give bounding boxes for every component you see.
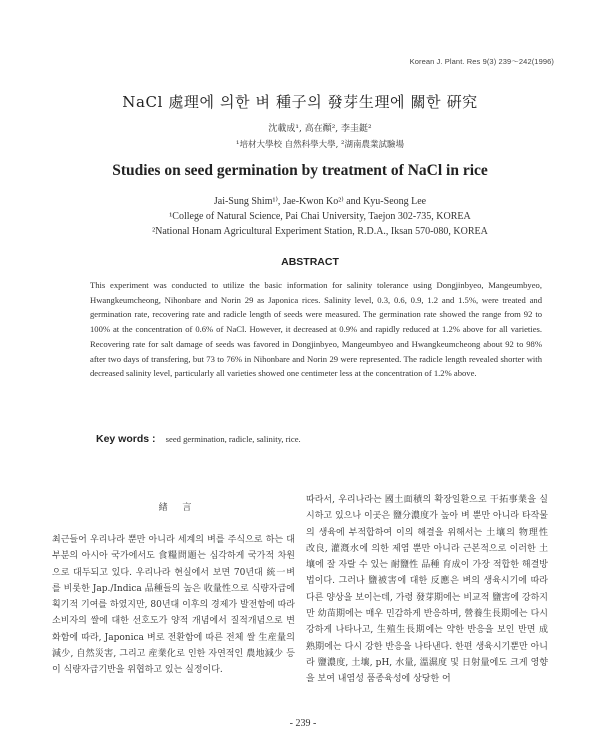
introduction-right-column: 따라서, 우리나라는 國土面積의 확장일환으로 干拓事業을 실시하고 있으나 이곳은 鹽分濃度가 높아 벼 뿐만 아니라 타작물의 생육에 부적합하여 이의 해결을 위해서는 土壤의 物理性 改良, 灌漑水에 의한 제염 뿐만 아니라 근본적으로 이러한 土壤에 잘 자랄 수 있는 耐鹽性 品種 育成이 가장 적합한 해결방법이다. 그러나 鹽被害에 대한 反應은 벼의 생육시기에 따라 다른 양상을 보이는데, 가령 發芽期에는 비교적 鹽害에 강하지만 幼苗期에는 매우 민감하게 반응하며, 營養生長期에는 다시 강하게 나타나고, 生殖生長期에는 약한 반응을 보인 반면 成熟期에는 다시 강한 반응을 나타낸다. 한편 생육시기뿐만 아니라 鹽濃度, 土壤, pH, 水量, 溫濕度 및 日射量에도 크게 영향을 보여 내염성 품종육성에 상당한 어 [306,495,548,685]
abstract-body: This experiment was conducted to utilize the basic information for salinity tolerance using Dongjinbyeo, Mangeumbyeo, Hwangkeumcheong, Nihonbare and Norin 29 as Japonica rices. Salinity level, 0.3, 0.6, 0.9, 1.2 and 1.5%, were treated and germination rate, recovering rate and radicle length of seeds were measured. The germination rate showed the range from 92 to 100% at the concentration of 0.6% of NaCl. However, it decreased at 0.9% and rapidly reduced at 1.2% above for all varieties. Recovering rate for salt damage of seeds was favored in Dongjinbyeo, Mangeumbyeo and Hwangkeumcheong about 92 to 98% after two days of transfering, but 73 to 76% in Nihonbare and Norin 29 were represented. The radicle length revealed shorter with decreased salinity level, particularly all varieties showed one centimeter less at the concentration of 1.2% above. [90,280,542,379]
english-authors: Jai-Sung Shim¹⁾, Jae-Kwon Ko²⁾ and Kyu-Seong Lee [213,196,427,207]
korean-authors: 沈載成¹, 高在顚², 李圭鋌² [268,124,372,134]
keywords [96,433,546,445]
journal-reference: Korean J. Plant. Res 9(3) 239～242(1996) [409,57,554,66]
english-title: Studies on seed germination by treatment of NaCl in rice [112,162,488,179]
keywords-label: Key words : [96,433,156,445]
abstract-heading: ABSTRACT [281,256,339,268]
introduction-left-column: 최근들어 우리나라 뿐만 아니라 세계의 벼를 주식으로 하는 대부분의 아시아 국가에서도 食糧問題는 심각하게 국가적 차원으로 대두되고 있다. 우리나라 현실에서 보면 70년대 統一벼를 비롯한 Jap./Indica 品種들의 높은 收量性으로 식량자급에 획기적 기여를 하였지만, 80년대 이후의 경제가 발전함에 따라 소비자의 쌀에 대한 선호도가 양적 개념에서 질적개념으로 변화함에 따라, Japonica 벼로 전환함에 따른 전체 쌀 生産量의 減少, 自然災害, 그리고 産業化로 인한 자연적인 農地減少 등이 식량자급기반을 위협하고 있는 실정이다. [52,535,295,676]
english-affiliation-1: ¹College of Natural Science, Pai Chai University, Taejon 302-735, KOREA [169,211,471,222]
korean-title: NaCl 處理에 의한 벼 種子의 發芽生理에 關한 硏究 [122,93,478,111]
introduction-heading: 緖 言 [158,503,198,513]
keywords-text: seed germination, radicle, salinity, rice. [165,434,301,444]
english-affiliation-2: ²National Honam Agricultural Experiment Station, R.D.A., Iksan 570-080, KOREA [152,226,488,237]
korean-affiliation: ¹培材大學校 自然科學大學, ²湖南農業試驗場 [236,140,404,150]
page-number: - 239 - [289,718,317,729]
